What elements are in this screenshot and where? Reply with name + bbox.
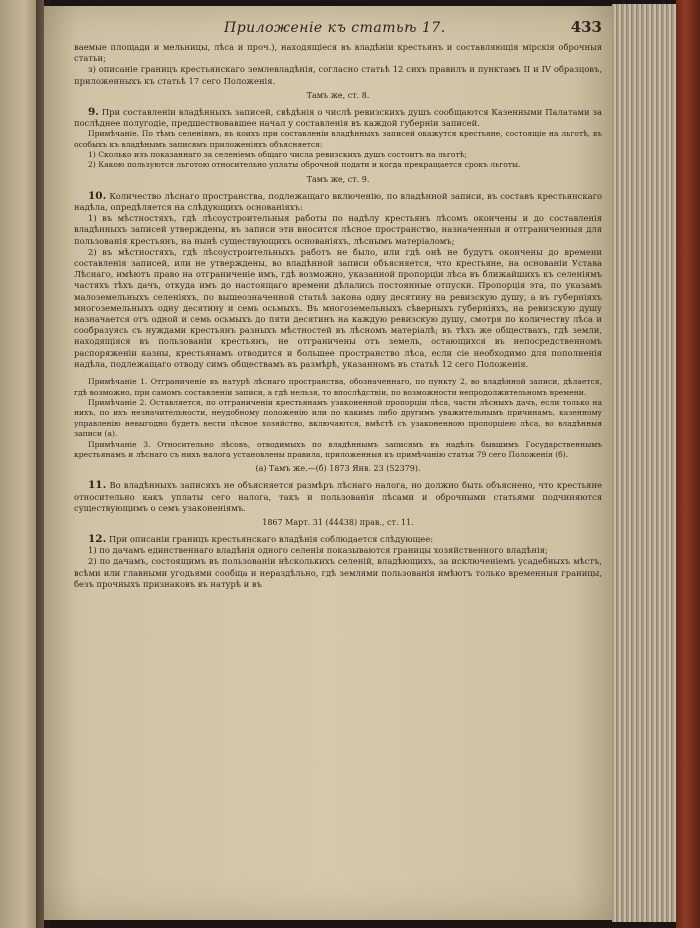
right-page [44,6,618,920]
article-10-item-2: 2) въ мѣстностяхъ, гдѣ лѣсоустроительныхъ работъ не было, или гдѣ онѣ не будутъ окончены до времени составленія записей, или не утверждены, во владѣнной записи объясняется, что крестьяне, на основаніи Устава Лѣснаго, имѣютъ право на отграниченіе имъ, гдѣ возможно, указанной пропорціи лѣса въ ближайшихъ къ селеніямъ частяхъ тѣхъ дачъ, откуда имъ до настоящаго времени дѣлались постоянные отпуски. Пропорція эта, по указамъ малоземельныхъ селеніяхъ, по вышеозначенной статьѣ закона одну десятину на ревизскую душу, а въ губерніяхъ многоземельныхъ одну десятину и семь осьмыхъ. Въ многоземельныхъ сѣверныхъ губерніяхъ, на ревизскую душу назначается отъ одной и семь осьмыхъ до пяти десятинъ на каждую ревизскую душу, смотря по количеству лѣса и сообразуясь съ нуждами крестьянъ разныхъ мѣстностей въ лѣсномъ матеріалѣ; въ тѣхъ же обществахъ, гдѣ земли, находящіяся въ пользованіи крестьянъ, не отграничены отъ земель, остающихся въ непосредственномъ распоряженіи казны, крестьянамъ отводится и большее пространство лѣса, если сіе необходимо для пополненія надѣла, подлежащаго отводу симъ обществамъ въ размѣрѣ, указанномъ въ статьѣ 12 сего Положенія. [74,246,602,369]
article-12 [74,534,602,545]
article-9-note: Примѣчаніе. По тѣмъ селеніямъ, въ коихъ при составленіи владѣнныхъ записей окажутся крестьяне, состоящіе на льготѣ, въ особыхъ къ владѣнымъ записямъ приложеніяхъ объясняется: [74,129,602,149]
article-12-item-2: 2) по дачамъ, состоящимъ въ пользованіи нѣсколькихъ селеній, владѣющихъ, за исключеніемъ усадебныхъ мѣстъ, всѣми или главными угодьями сообща и нераздѣльно, гдѣ землями пользованія имѣютъ только временныя границы, безъ прочныхъ признаковъ въ натурѣ и въ [74,556,602,589]
page-number: 433 [570,18,602,36]
article-9 [74,107,602,129]
article-9-note-item-2: 2) Какою пользуются льготою относительно уплаты оброчной подати и когда прекращается срокъ льготы. [88,160,521,170]
source-reference-4: 1867 Март. 31 (44438) прав., ст. 11. [262,517,414,527]
article-9-note-item-1: 1) Сколько изъ показаннаго за селеніемъ общаго числа ревизскихъ душъ состоитъ на льготѣ; [88,150,467,160]
article-10-text: Количество лѣснаго пространства, подлежащаго включенію, по владѣнной записи, въ составъ крестьянскаго надѣла, опредѣляется на слѣдующихъ основаніяхъ: [74,190,603,213]
article-12-text: При описаніи границъ крестьянскаго владѣнія соблюдается слѣдующее: [108,533,434,544]
article-12-item-1: 1) по дачамъ единственнаго владѣнія одного селенія показываются границы хозяйственного владѣнія; [88,545,548,556]
book-cover-edge [676,0,700,928]
paragraph-top-2: з) описаніе границъ крестьянскаго землевладѣнія, согласно статьѣ 12 сихъ правилъ и пунктамъ II и IV образцовъ, приложенныхъ къ статьѣ 17 сего Положенія. [74,64,602,86]
source-reference-3: (а) Тамъ же.—(б) 1873 Янв. 23 (52379). [255,464,421,474]
article-10-note-2: Примѣчаніе 2. Оставляется, по отграниченіи крестьянамъ узаконенной пропорціи лѣса, части лѣсныхъ дачъ, если только на нихъ, по ихъ незначительности, неудобному положенію или по какимъ либо другимъ уважительнымъ причинамъ, казенному управленію невыгодно будетъ вести лѣсное хозяйство, включаются, вмѣстѣ съ узаконенною пропорціею лѣса, во владѣнныя записи (а). [74,397,602,439]
source-reference-1: Тамъ же, ст. 8. [306,90,370,100]
source-reference-2: Тамъ же, ст. 9. [306,174,370,184]
page-header [74,16,602,42]
page-edges [612,4,678,922]
article-10-number: 10. [88,189,107,202]
article-10-note-1: Примѣчаніе 1. Отграниченіе въ натурѣ лѣснаго пространства, обозначеннаго, по пункту 2, во владѣнной записи, дѣлается, гдѣ возможно, при самомъ составленіи записи, а гдѣ нельзя, то впослѣдствіи, по возможности непродолжительномъ времени. [74,377,602,397]
article-9-number: 9. [88,105,99,118]
article-11-number: 11. [88,479,107,492]
article-11-text: Во владѣнныхъ записяхъ не объясняется размѣръ лѣснаго налога, но должно быть объяснено, что крестьяне относительно какъ уплаты сего налога, такъ и пользованія лѣсами и оброчными статьями подчиняются существующимъ о семъ узаконеніямъ. [74,480,602,513]
article-9-text: При составленіи владѣнныхъ записей, свѣдѣнія о числѣ ревизскихъ душъ сообщаются Казенными Палатами за послѣднее полугодіе, предшествовавшее начал у составленія въ каждой губерніи записей. [74,106,602,129]
running-head: Приложеніе къ статьѣ 17. [224,20,446,36]
article-11 [74,480,602,514]
paragraph-top-1: ваемые площади и мельницы, лѣса и проч.), находящіеся въ владѣніи крестьянъ и составляющія мірскія оброчныя статьи; [74,42,602,64]
article-10-item-1: 1) въ мѣстностяхъ, гдѣ лѣсоустроительныя работы по надѣлу крестьянъ лѣсомъ окончены и до составленія владѣнныхъ записей утверждены, въ записи эти вносится лѣсное пространство, назначенныя и отграниченныя для пользованія крестьянъ, на нынѣ существующихъ основаніяхъ, лѣснымъ матеріаломъ; [74,213,602,246]
page-content [74,16,602,590]
article-12-number: 12. [88,532,107,545]
article-10-note-3: Примѣчаніе 3. Относительно лѣсовъ, отводимыхъ по владѣннымъ записямъ въ надѣлъ бывшимъ Государственнымъ крестьянамъ и лѣснаго съ нихъ налога установлены правила, приложенныя къ примѣчанію статьи 79 сего Положенія (б). [74,439,602,459]
article-10 [74,191,602,213]
